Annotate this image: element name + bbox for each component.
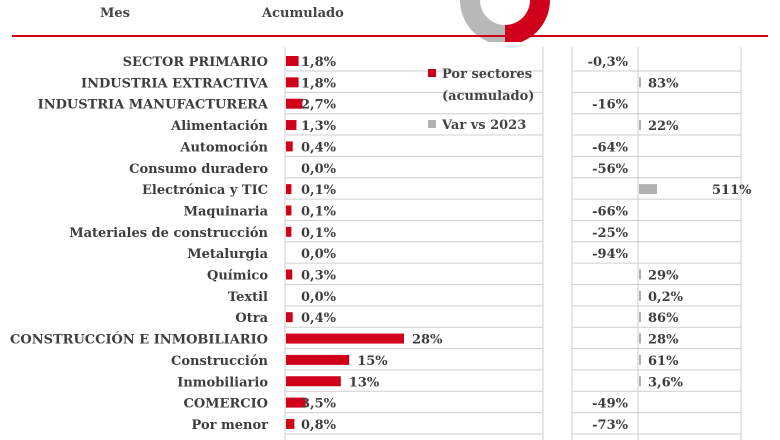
share-value-label: 0,3% <box>301 268 336 284</box>
share-value-label: 0,1% <box>301 183 336 199</box>
var-value-label: -64% <box>592 140 628 156</box>
var-value-label: 22% <box>648 119 679 135</box>
share-value-label: 2,7% <box>301 97 336 113</box>
header-month: Mes <box>100 6 130 21</box>
share-bar <box>286 141 293 151</box>
legend-sectors-sub: (acumulado) <box>442 89 535 104</box>
share-value-label: 1,3% <box>301 119 336 135</box>
share-value-label: 3,5% <box>301 396 336 412</box>
var-value-label: 28% <box>648 332 679 348</box>
var-bar <box>639 291 641 301</box>
var-bar <box>639 376 641 386</box>
var-value-label: 511% <box>712 183 752 199</box>
share-bar <box>286 312 293 322</box>
var-bar <box>639 334 641 344</box>
var-bar <box>639 77 641 87</box>
var-bar <box>639 120 641 130</box>
var-bar <box>639 312 641 322</box>
var-value-label: -73% <box>592 417 628 433</box>
share-bar <box>286 355 349 365</box>
share-value-label: 0,1% <box>301 225 336 241</box>
category-label: INDUSTRIA MANUFACTURERA <box>37 97 268 113</box>
var-bar <box>639 270 641 280</box>
legend-sectors-line1: Por sectores <box>442 67 533 82</box>
category-label: Alimentación <box>171 119 268 135</box>
share-bar <box>286 227 291 237</box>
share-bar <box>286 205 291 215</box>
category-label: COMERCIO <box>183 396 268 412</box>
share-bar <box>286 77 299 87</box>
var-value-label: 86% <box>648 311 679 327</box>
category-label: CONSTRUCCIÓN E INMOBILIARIO <box>10 332 268 348</box>
var-value-label: -49% <box>592 396 628 412</box>
var-value-label: 83% <box>648 76 679 92</box>
header-accumulated: Acumulado <box>262 6 344 21</box>
share-value-label: 0,1% <box>301 204 336 220</box>
share-bar <box>286 56 299 66</box>
legend-red-swatch <box>428 69 436 77</box>
var-value-label: -16% <box>592 97 628 113</box>
share-bar <box>286 120 296 130</box>
share-bar <box>286 270 292 280</box>
share-value-label: 1,8% <box>301 76 336 92</box>
share-bar <box>286 184 291 194</box>
category-label: Construcción <box>171 353 268 369</box>
share-value-label: 28% <box>412 332 443 348</box>
var-value-label: -66% <box>592 204 628 220</box>
share-bar <box>286 419 294 429</box>
category-label: Electrónica y TIC <box>142 183 268 199</box>
category-label: Maquinaria <box>183 204 268 220</box>
share-bar <box>286 99 302 109</box>
category-label: Inmobiliario <box>177 375 268 391</box>
share-value-label: 0,0% <box>301 289 336 305</box>
share-value-label: 0,0% <box>301 247 336 263</box>
category-label: Otra <box>235 311 268 327</box>
share-value-label: 0,4% <box>301 311 336 327</box>
legend-var <box>428 118 526 133</box>
legend-grey-swatch <box>428 120 436 128</box>
share-value-label: 13% <box>348 375 380 391</box>
category-label: INDUSTRIA EXTRACTIVA <box>81 76 268 92</box>
category-label: Por menor <box>191 417 268 433</box>
legend-sectors <box>428 67 532 82</box>
category-label: Automoción <box>180 140 268 156</box>
var-bar <box>639 184 657 194</box>
share-value-label: 15% <box>357 353 388 369</box>
category-label: Químico <box>207 268 268 284</box>
var-value-label: 0,2% <box>648 289 683 305</box>
category-label: Metalurgia <box>187 247 268 263</box>
category-label: SECTOR PRIMARIO <box>122 55 268 70</box>
share-value-label: 0,0% <box>301 161 336 177</box>
legend-var-label: Var vs 2023 <box>442 118 527 133</box>
var-value-label: -25% <box>592 225 628 241</box>
share-bar <box>286 334 404 344</box>
share-bar <box>286 376 341 386</box>
var-bar <box>639 355 641 365</box>
share-value-label: 0,8% <box>301 417 336 433</box>
category-label: Materiales de construcción <box>69 225 268 241</box>
var-value-label: -56% <box>592 161 628 177</box>
var-value-label: -0,3% <box>587 55 628 70</box>
share-value-label: 1,8% <box>301 55 336 70</box>
var-value-label: 61% <box>648 353 679 369</box>
category-label: Textil <box>227 289 268 305</box>
var-value-label: -94% <box>592 247 628 263</box>
share-value-label: 0,4% <box>301 140 336 156</box>
var-value-label: 29% <box>648 268 679 284</box>
var-value-label: 3,6% <box>648 375 683 391</box>
category-label: Consumo duradero <box>129 161 268 177</box>
